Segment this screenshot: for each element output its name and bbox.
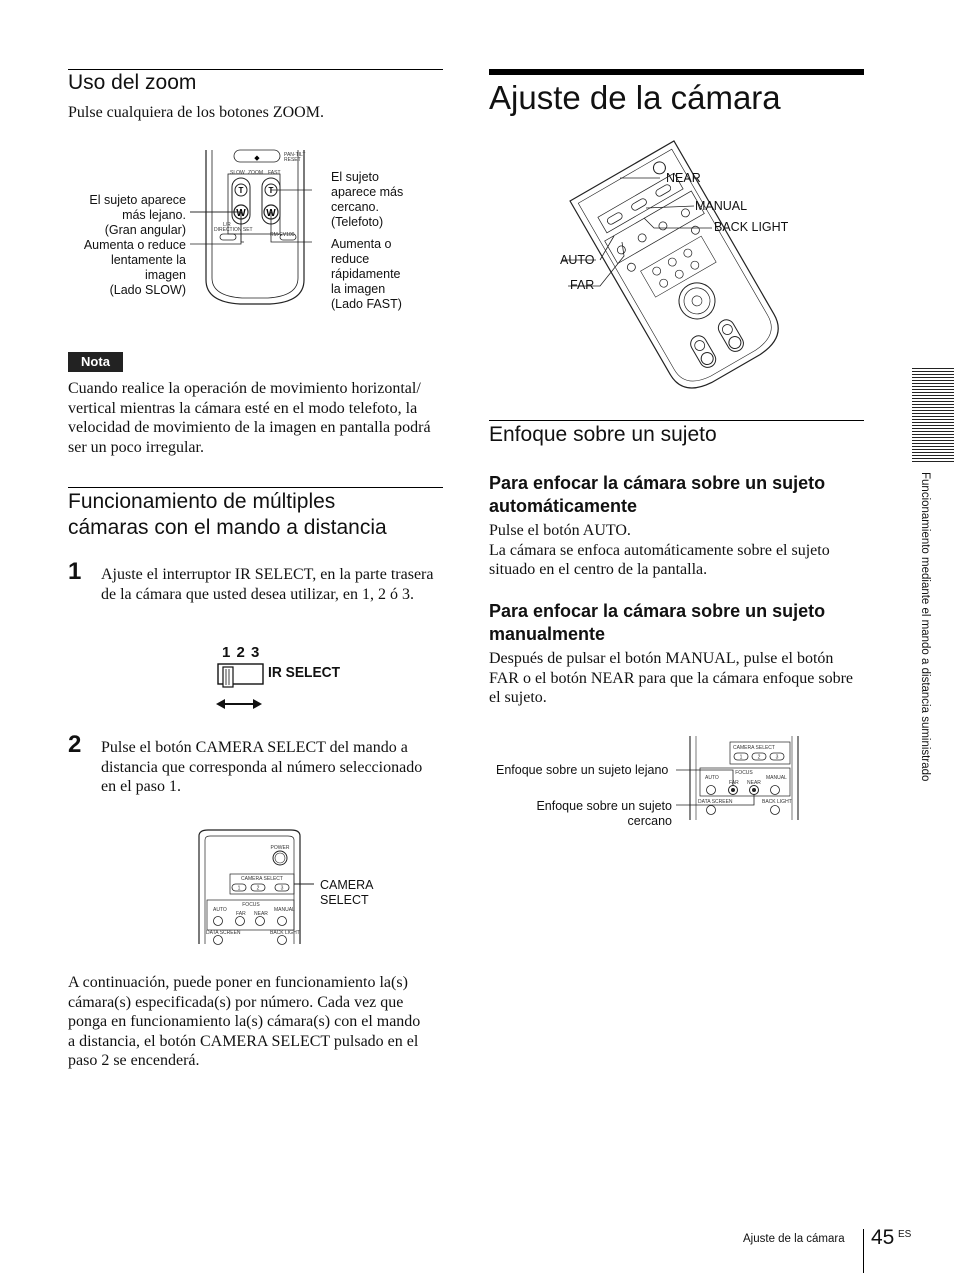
- note-badge: Nota: [68, 352, 123, 372]
- step2-number: 2: [68, 731, 82, 758]
- multi-heading-line: cámaras con el mando a distancia: [68, 516, 387, 539]
- camera-select-label-line: CAMERA: [320, 878, 374, 892]
- svg-text:AUTO: AUTO: [705, 775, 719, 781]
- multi-outro: [68, 973, 420, 1071]
- zoom-label-wide-line: (Gran angular): [104, 223, 186, 237]
- manual-text: [489, 649, 853, 708]
- auto-text: [489, 521, 830, 580]
- step2-line: distancia que corresponda al número seleccionado: [101, 758, 423, 776]
- svg-text:2: 2: [757, 754, 761, 761]
- svg-text:ZOOM: ZOOM: [248, 170, 263, 176]
- footer-divider: [863, 1229, 864, 1273]
- zoom-intro: Pulse cualquiera de los botones ZOOM.: [68, 104, 324, 121]
- auto-line: situado en el centro de la pantalla.: [489, 561, 708, 578]
- manual-line: Después de pulsar el botón MANUAL, pulse el botón: [489, 650, 834, 667]
- step1-line: Ajuste el interruptor IR SELECT, en la parte trasera: [101, 566, 434, 583]
- svg-text:FAR: FAR: [236, 911, 246, 917]
- svg-text:RM-EV100: RM-EV100: [270, 232, 295, 238]
- zoom-label-tele-line: (Telefoto): [331, 215, 384, 229]
- ir-switch-numbers: 1 2 3: [222, 644, 261, 661]
- page-lang: ES: [898, 1229, 912, 1240]
- camera-select-label: [320, 878, 373, 908]
- page-number: 45: [871, 1226, 895, 1249]
- outro-line: A continuación, puede poner en funcionamiento la(s): [68, 974, 408, 991]
- manual-line: el sujeto.: [489, 689, 547, 706]
- zoom-label-slow-line: Aumenta o reduce: [83, 238, 186, 252]
- svg-text:MANUAL: MANUAL: [274, 907, 295, 913]
- zoom-label-wide: [89, 193, 186, 238]
- svg-text:FAR: FAR: [729, 780, 739, 786]
- zoom-label-wide-line: El sujeto aparece: [89, 193, 186, 207]
- label-auto: AUTO: [560, 253, 595, 267]
- svg-text:T: T: [238, 186, 244, 195]
- svg-text:BACK LIGHT: BACK LIGHT: [762, 799, 792, 805]
- svg-text:BACK LIGHT: BACK LIGHT: [270, 930, 300, 936]
- auto-heading-line: automáticamente: [489, 496, 638, 516]
- zoom-label-slow-line: lentamente la: [110, 253, 186, 267]
- svg-text:2: 2: [256, 885, 260, 892]
- multi-heading-line: Funcionamiento de múltiples: [68, 490, 336, 513]
- svg-text:DIRECTION SET: DIRECTION SET: [214, 227, 253, 233]
- multi-heading-rule: [68, 487, 443, 488]
- label-manual: MANUAL: [695, 199, 748, 213]
- outro-line: ponga en funcionamiento la(s) cámara(s) con el mando: [68, 1013, 421, 1030]
- svg-text:NEAR: NEAR: [747, 780, 761, 786]
- svg-text:MANUAL: MANUAL: [766, 775, 787, 781]
- title-rule: [489, 69, 864, 75]
- label-far: FAR: [570, 278, 595, 292]
- ir-switch-label: IR SELECT: [268, 664, 341, 681]
- svg-text:1: 1: [237, 885, 241, 892]
- svg-text:PAN-TILT: PAN-TILT: [284, 152, 306, 158]
- step1-number: 1: [68, 558, 82, 585]
- outro-line: paso 2 se encenderá.: [68, 1052, 200, 1069]
- focus-remote-drawing: [560, 150, 800, 390]
- note-line: ser un poco irregular.: [68, 438, 204, 456]
- label-focus-far: Enfoque sobre un sujeto lejano: [496, 763, 669, 777]
- manual-heading-line: manualmente: [489, 624, 606, 644]
- svg-text:1: 1: [739, 754, 743, 761]
- step2-line: Pulse el botón CAMERA SELECT del mando a: [101, 739, 408, 756]
- zoom-label-fast-line: Aumenta o: [331, 237, 392, 251]
- auto-heading-line: Para enfocar la cámara sobre un sujeto: [489, 473, 826, 493]
- note-line: vertical mientras la cámara esté en el modo telefoto, la: [68, 399, 418, 417]
- note-line: Cuando realice la operación de movimiento horizontal/: [68, 380, 421, 397]
- outro-line: cámara(s) especificada(s) por número. Cada vez que: [68, 993, 404, 1011]
- label-focus-near: [536, 799, 672, 829]
- zoom-heading: Uso del zoom: [68, 71, 197, 94]
- step2-text: [101, 738, 422, 797]
- label-back-light: BACK LIGHT: [714, 220, 789, 234]
- zoom-label-tele-line: El sujeto: [331, 170, 379, 184]
- svg-text:W: W: [236, 208, 246, 219]
- zoom-leader-left: [190, 150, 250, 250]
- step2-line: en el paso 1.: [101, 778, 181, 795]
- zoom-label-tele-line: cercano.: [331, 200, 379, 214]
- zoom-label-fast-line: la imagen: [331, 282, 386, 296]
- auto-line: Pulse el botón AUTO.: [489, 522, 631, 539]
- label-focus-near-line: cercano: [627, 814, 672, 828]
- svg-text:RESET: RESET: [284, 157, 301, 163]
- note-text: [68, 379, 431, 457]
- svg-text:FOCUS: FOCUS: [735, 770, 753, 776]
- note-line: velocidad de movimiento de la imagen en pantalla podrá: [68, 419, 431, 436]
- svg-text:CAMERA SELECT: CAMERA SELECT: [733, 745, 775, 751]
- focus-heading: Enfoque sobre un sujeto: [489, 423, 717, 446]
- camera-select-label-line: SELECT: [320, 893, 369, 907]
- zoom-label-fast: [331, 237, 402, 312]
- zoom-label-slow-line: imagen: [145, 268, 186, 282]
- multi-heading: [68, 489, 387, 541]
- manual-line: FAR o el botón NEAR para que la cámara enfoque sobre: [489, 669, 854, 687]
- outro-line: a distancia, el botón CAMERA SELECT pulsado en el: [68, 1032, 419, 1050]
- side-tab-hatch: [912, 368, 954, 463]
- svg-text:DATA SCREEN: DATA SCREEN: [206, 930, 241, 936]
- svg-text:FOCUS: FOCUS: [242, 902, 260, 908]
- zoom-label-wide-line: más lejano.: [122, 208, 186, 222]
- svg-text:NEAR: NEAR: [254, 911, 268, 917]
- zoom-label-slow-line: (Lado SLOW): [109, 283, 186, 297]
- zoom-label-fast-line: reduce: [331, 252, 370, 266]
- svg-text:T: T: [268, 186, 274, 195]
- manual-heading-line: Para enfocar la cámara sobre un sujeto: [489, 601, 826, 621]
- svg-text:POWER: POWER: [270, 845, 290, 851]
- auto-line: La cámara se enfoca automáticamente sobre el sujeto: [489, 541, 830, 559]
- svg-text:SLOW: SLOW: [230, 170, 245, 176]
- svg-text:3: 3: [775, 754, 779, 761]
- svg-text:◆: ◆: [254, 155, 260, 162]
- focus-panel-drawing: [676, 736, 806, 826]
- svg-text:FAST: FAST: [268, 170, 281, 176]
- step1-text: [101, 565, 433, 604]
- svg-text:DATA SCREEN: DATA SCREEN: [698, 799, 733, 805]
- auto-heading: [489, 472, 825, 518]
- side-tab-label: Funcionamiento mediante el mando a distancia suministrado: [919, 472, 931, 782]
- label-focus-near-line: Enfoque sobre un sujeto: [536, 799, 672, 813]
- svg-text:3: 3: [280, 885, 284, 892]
- zoom-label-fast-line: (Lado FAST): [331, 297, 402, 311]
- zoom-label-fast-line: rápidamente: [331, 267, 401, 281]
- page-title: Ajuste de la cámara: [489, 79, 781, 116]
- svg-text:W: W: [266, 208, 276, 219]
- zoom-label-tele: [331, 170, 403, 230]
- footer-section: Ajuste de la cámara: [743, 1233, 845, 1245]
- label-near: NEAR: [666, 171, 701, 185]
- step1-line: de la cámara que usted desea utilizar, en 1, 2 ó 3.: [101, 585, 415, 603]
- svg-text:CAMERA SELECT: CAMERA SELECT: [241, 876, 283, 882]
- focus-heading-rule: [489, 420, 864, 421]
- manual-heading: [489, 600, 825, 646]
- svg-text:L/R: L/R: [223, 222, 231, 228]
- zoom-label-tele-line: aparece más: [331, 185, 404, 199]
- svg-text:AUTO: AUTO: [213, 907, 227, 913]
- ir-switch-drawing: [216, 662, 276, 716]
- zoom-label-slow: [84, 238, 186, 298]
